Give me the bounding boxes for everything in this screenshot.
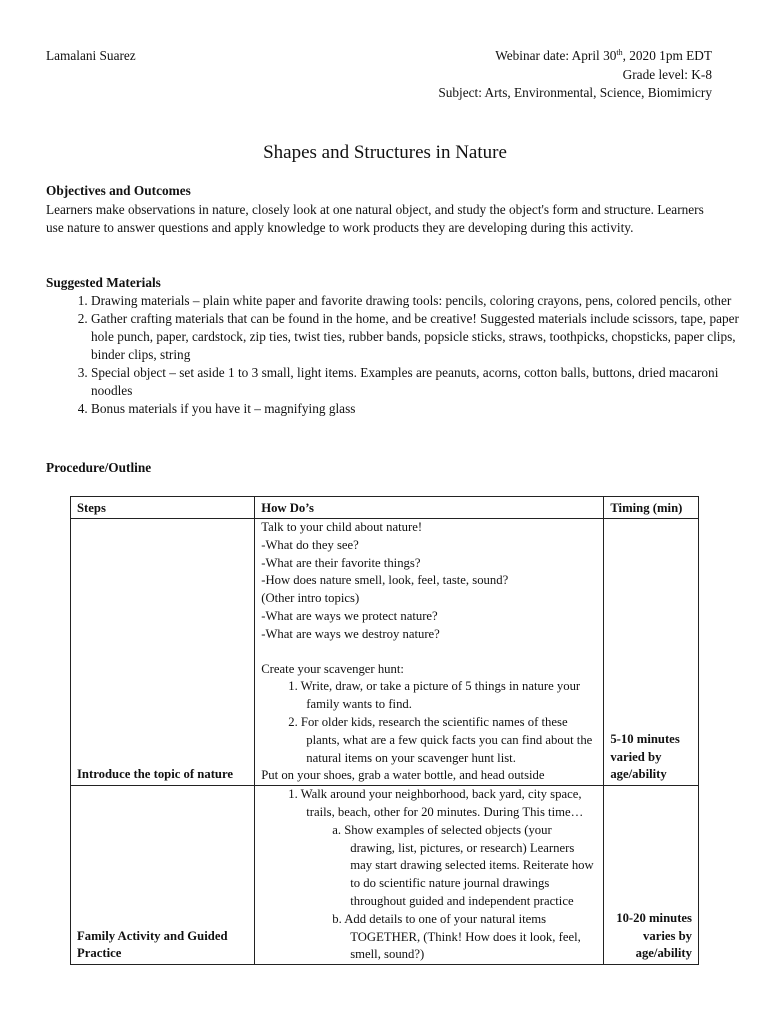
column-header-how: How Do’s <box>255 497 604 519</box>
list-item: a. Show examples of selected objects (your drawing, list, pictures, or research) Learners may start drawing selected items. Reiterate how to do scientific nature journal drawings throughout guided and independent practice <box>332 822 594 908</box>
how-cell <box>255 519 604 786</box>
list-item: 3. Special object – set aside 1 to 3 small, light items. Examples are peanuts, acorns, cotton balls, buttons, dried macaroni noodles <box>91 364 763 400</box>
list-item: 1. Write, draw, or take a picture of 5 things in nature your family wants to find. <box>288 679 581 712</box>
column-header-timing: Timing (min) <box>604 497 699 519</box>
table-row <box>71 786 699 965</box>
table-row <box>71 519 699 786</box>
step-cell: Introduce the topic of nature <box>71 519 255 786</box>
step-cell: Family Activity and Guided Practice <box>71 786 255 965</box>
author-name: Lamalani Suarez <box>46 48 136 63</box>
list-item: 1. Walk around your neighborhood, back yard, city space, trails, beach, other for 20 minutes. During This time… <box>288 787 584 819</box>
materials-list <box>46 292 763 418</box>
procedure-table <box>70 496 699 965</box>
grade-level: Grade level: K-8 <box>622 66 712 82</box>
how-line: -What are ways we destroy nature? <box>261 626 440 641</box>
timing-cell: 5-10 minutes varied by age/ability <box>604 519 699 786</box>
objectives-heading: Objectives and Outcomes <box>46 183 191 198</box>
list-item: 4. Bonus materials if you have it – magnifying glass <box>91 400 763 418</box>
how-line: -What do they see? <box>261 537 359 552</box>
how-line: Put on your shoes, grab a water bottle, and head outside <box>261 768 545 783</box>
objectives-text: Learners make observations in nature, closely look at one natural object, and study the object's form and structure. Learners use nature to answer questions and apply knowledge to work products they are developing during this activity. <box>46 202 704 235</box>
timing-cell: 10-20 minutes varies by age/ability <box>604 786 699 965</box>
procedure-heading: Procedure/Outline <box>46 460 152 475</box>
header-info <box>438 47 712 103</box>
how-line: -What are ways we protect nature? <box>261 608 438 623</box>
column-header-steps: Steps <box>71 497 255 519</box>
table-header-row <box>71 497 699 519</box>
how-line: (Other intro topics) <box>261 591 360 606</box>
document-title: Shapes and Structures in Nature <box>263 142 507 163</box>
subject-line: Subject: Arts, Environmental, Science, Biomimicry <box>438 85 712 100</box>
how-line: -What are their favorite things? <box>261 555 421 570</box>
how-line: Talk to your child about nature! <box>261 520 423 534</box>
list-item: b. Add details to one of your natural items TOGETHER, (Think! How does it look, feel, smell, sound?) <box>332 911 581 962</box>
list-item: 2. Gather crafting materials that can be found in the home, and be creative! Suggested materials include scissors, tape, paper hole punch, paper, cardstock, zip ties, twist ties, rubber bands, popsicle sticks, straws, toothpicks, chopsticks, paper clips, binder clips, string <box>91 310 763 364</box>
webinar-date: Webinar date: April 30th, 2020 1pm EDT <box>495 48 712 63</box>
scavenger-hunt-title: Create your scavenger hunt: <box>261 661 404 676</box>
how-line: -How does nature smell, look, feel, taste, sound? <box>261 573 509 588</box>
materials-heading: Suggested Materials <box>46 275 161 290</box>
how-cell <box>255 786 604 965</box>
list-item: 1. Drawing materials – plain white paper and favorite drawing tools: pencils, coloring crayons, pens, colored pencils, other <box>91 292 763 310</box>
list-item: 2. For older kids, research the scientific names of these plants, what are a few quick facts you can find about the natural items on your scavenger hunt list. <box>288 714 593 765</box>
